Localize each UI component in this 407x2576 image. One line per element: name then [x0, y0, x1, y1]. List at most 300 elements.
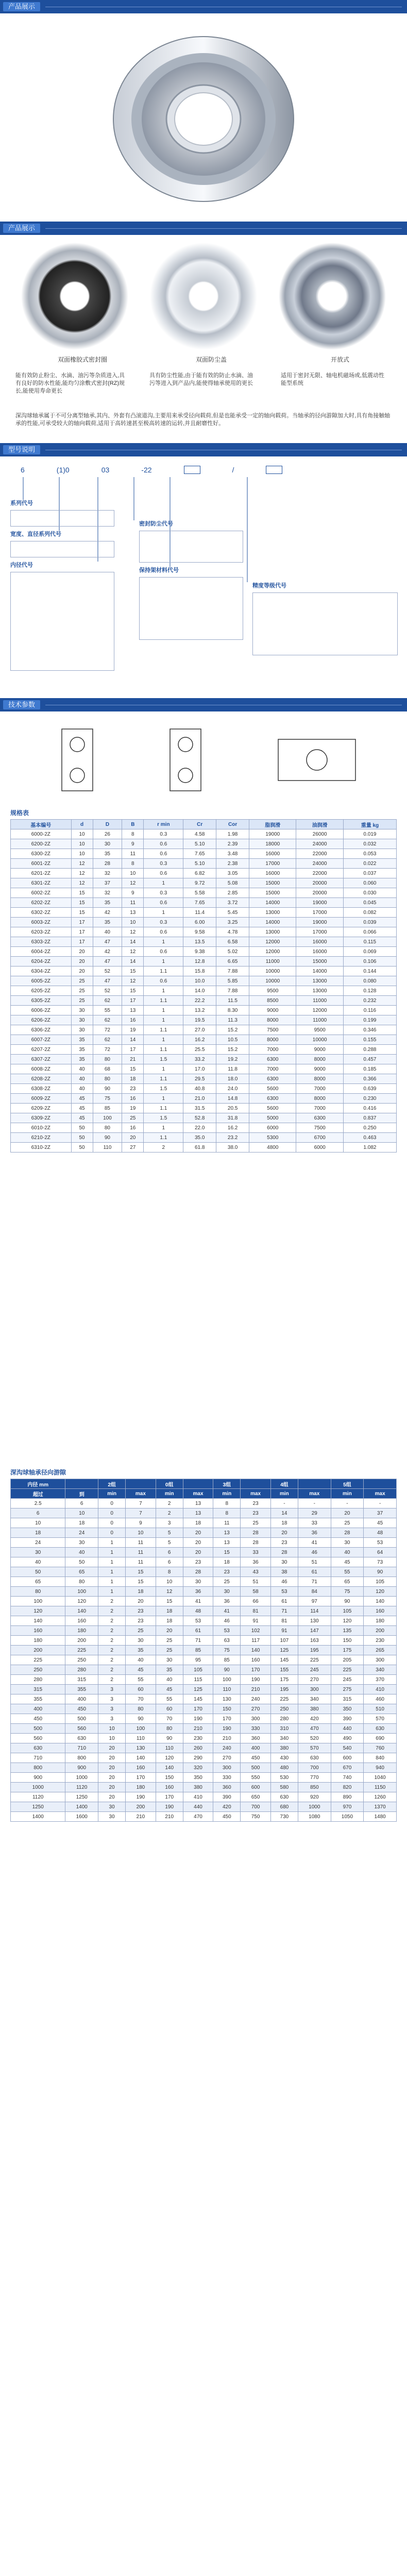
table-cell: 210 [241, 1685, 270, 1694]
table-cell: 163 [298, 1636, 331, 1646]
table-cell: 35 [93, 918, 122, 927]
table-cell: 16000 [296, 947, 343, 957]
table-cell: 3 [98, 1704, 126, 1714]
table-cell: 90 [213, 1665, 241, 1675]
table-cell: 28 [93, 859, 122, 869]
table-cell: 0.185 [343, 1064, 396, 1074]
table-cell: 37 [364, 1509, 397, 1518]
table-cell: 17 [122, 996, 144, 1006]
table-cell: 350 [331, 1704, 364, 1714]
table-cell: 21.0 [183, 1094, 216, 1104]
table-cell: 100 [11, 1597, 65, 1606]
table-cell: 340 [364, 1665, 397, 1675]
table-cell: 29.5 [183, 1074, 216, 1084]
table-cell: 15000 [296, 957, 343, 967]
table-cell: 5300 [249, 1133, 296, 1143]
table-cell: 80 [11, 1587, 65, 1597]
table-row [11, 1694, 397, 1704]
tol-header-9 [298, 1479, 331, 1489]
table-cell: 6.82 [183, 869, 216, 878]
table-cell: 800 [65, 1753, 98, 1763]
table-row [11, 1773, 397, 1783]
table-cell: 3.05 [216, 869, 249, 878]
table-cell: 120 [156, 1753, 183, 1763]
table-cell: 70 [156, 1714, 183, 1724]
table-cell: 8 [213, 1509, 241, 1518]
table-cell: 0 [98, 1518, 126, 1528]
table-cell: 40 [93, 927, 122, 937]
table-cell: 13.5 [183, 937, 216, 947]
section-header-model [0, 443, 407, 456]
table-cell: 170 [213, 1714, 241, 1724]
table-cell: 6201-2Z [11, 869, 72, 878]
intro-text: 深沟球轴承属于不可分离型轴承,其内、外套有凸滚道沟,主要用来承受径向载荷,但是也能承受一定的轴向载荷。当轴承的径向游隙加大时,具有角接触轴承的性能,可承受较大的轴向载荷,适用于高转速甚至极高转速的运转,并且耐磨性好。 [15, 413, 391, 427]
table-cell: 1 [144, 878, 183, 888]
table-cell: 650 [241, 1792, 270, 1802]
table-cell: 380 [298, 1704, 331, 1714]
table-cell: 81 [241, 1606, 270, 1616]
table-cell: 5.10 [183, 839, 216, 849]
table-cell: 600 [241, 1783, 270, 1792]
table-cell: 245 [331, 1675, 364, 1685]
table-cell: 100 [213, 1675, 241, 1685]
table-cell: 500 [65, 1714, 98, 1724]
table-cell: 16000 [249, 849, 296, 859]
table-cell: 20 [183, 1548, 213, 1557]
table-cell: 19000 [296, 898, 343, 908]
table-cell: 25 [71, 976, 93, 986]
table-cell: 9000 [296, 1064, 343, 1074]
table-cell: 46 [298, 1548, 331, 1557]
table-cell: 900 [65, 1763, 98, 1773]
table-cell: 4.78 [216, 927, 249, 937]
table-cell: 20 [183, 1528, 213, 1538]
table-cell: 14 [270, 1509, 298, 1518]
table-cell: 2 [144, 1143, 183, 1153]
table-cell: 40 [65, 1548, 98, 1557]
table-row [11, 869, 397, 878]
table-cell: 51 [241, 1577, 270, 1587]
table-cell: 0.416 [343, 1104, 396, 1113]
table-cell: 340 [298, 1694, 331, 1704]
table-cell: 61 [183, 1626, 213, 1636]
table-cell: 46 [213, 1616, 241, 1626]
code-series: 6 [21, 466, 25, 474]
table-cell: 6007-2Z [11, 1035, 72, 1045]
table-cell: 440 [331, 1724, 364, 1734]
table-cell: 9 [122, 888, 144, 898]
table-cell: 90 [126, 1714, 156, 1724]
table-cell: 15000 [249, 878, 296, 888]
table-cell: 560 [65, 1724, 98, 1734]
table-cell: 170 [126, 1773, 156, 1783]
section-header-tech [0, 698, 407, 711]
table-cell: 6 [11, 1509, 65, 1518]
divider [45, 228, 402, 229]
desc-open: 适用于密封无限、轴电机磁场或,低震动性能型系统 [281, 372, 385, 386]
table-row [11, 1035, 397, 1045]
table-cell: 10000 [249, 976, 296, 986]
table-cell: 1480 [364, 1812, 397, 1822]
table-cell: 13 [122, 1006, 144, 1015]
table-cell: 240 [213, 1743, 241, 1753]
table-cell: 18000 [249, 839, 296, 849]
table-cell: 22000 [296, 849, 343, 859]
table-cell: 6307-2Z [11, 1055, 72, 1064]
table-cell: 36 [241, 1557, 270, 1567]
table-cell: 8000 [249, 1035, 296, 1045]
table-cell: 90 [331, 1597, 364, 1606]
table-row [11, 986, 397, 996]
table-cell: 160 [156, 1783, 183, 1792]
table-cell: 6000-2Z [11, 829, 72, 839]
table-cell: 210 [156, 1812, 183, 1822]
table-cell: 710 [11, 1753, 65, 1763]
table-cell: 570 [298, 1743, 331, 1753]
table-cell: 580 [270, 1783, 298, 1792]
table-cell: 53 [364, 1538, 397, 1548]
table-cell: 30 [98, 1812, 126, 1822]
table-cell: 20 [98, 1753, 126, 1763]
table-row [11, 1055, 397, 1064]
table-cell: 10.0 [183, 976, 216, 986]
table-cell: 65 [65, 1567, 98, 1577]
table-cell: 24 [11, 1538, 65, 1548]
table-cell: 17 [71, 927, 93, 937]
table-cell: 0.346 [343, 1025, 396, 1035]
table-cell: 6202-2Z [11, 898, 72, 908]
table-cell: 130 [298, 1616, 331, 1626]
table-cell: 20 [122, 1133, 144, 1143]
table-cell: 13 [122, 908, 144, 918]
table-row [11, 1006, 397, 1015]
table-cell: 0.230 [343, 1094, 396, 1104]
table-cell: 15 [122, 1064, 144, 1074]
table-cell: 40.8 [183, 1084, 216, 1094]
table-cell: 120 [11, 1606, 65, 1616]
table-cell: 25.5 [183, 1045, 216, 1055]
table-cell: 1 [98, 1587, 126, 1597]
table-cell: 135 [331, 1626, 364, 1636]
table-cell: 6009-2Z [11, 1094, 72, 1104]
table-cell: 71 [183, 1636, 213, 1646]
caption-dust-cover: 双面防尘盖 [195, 356, 227, 363]
table-cell: 63 [213, 1636, 241, 1646]
table-cell: 1 [98, 1548, 126, 1557]
table-cell: 0.232 [343, 996, 396, 1006]
table-cell: 2 [98, 1646, 126, 1655]
table-cell: 12 [122, 976, 144, 986]
table-cell: 6010-2Z [11, 1123, 72, 1133]
table-cell: 1150 [364, 1783, 397, 1792]
table-cell: 2 [156, 1509, 183, 1518]
table-cell: 1 [144, 986, 183, 996]
table-cell: 210 [213, 1734, 241, 1743]
table-cell: 60 [156, 1704, 183, 1714]
table-cell: 18 [156, 1606, 183, 1616]
table-cell: 1250 [11, 1802, 65, 1812]
table-cell: 10 [98, 1734, 126, 1743]
table-cell: 30 [65, 1538, 98, 1548]
table-cell: 105 [364, 1577, 397, 1587]
tol-subheader-0: 超过 [11, 1489, 65, 1499]
table-row [11, 1094, 397, 1104]
table-cell: 102 [241, 1626, 270, 1636]
table-cell: 35 [93, 898, 122, 908]
table-cell: 26 [93, 829, 122, 839]
table-cell: 28 [241, 1538, 270, 1548]
table-cell: 6208-2Z [11, 1074, 72, 1084]
table-cell: 15 [213, 1548, 241, 1557]
table-cell: 20 [71, 957, 93, 967]
table-cell: 7000 [296, 1084, 343, 1094]
table-cell: 1370 [364, 1802, 397, 1812]
table-row [11, 1626, 397, 1636]
table-cell: 450 [241, 1753, 270, 1763]
table-cell: 80 [126, 1704, 156, 1714]
table-cell: 6000 [296, 1143, 343, 1153]
table-row [11, 1743, 397, 1753]
table-cell: 0.053 [343, 849, 396, 859]
table-cell: 20 [98, 1783, 126, 1792]
table-cell: 5600 [249, 1084, 296, 1094]
table-row [11, 1616, 397, 1626]
table-cell: 27 [122, 1143, 144, 1153]
table-cell: 14 [122, 1035, 144, 1045]
table-cell: 11000 [296, 1015, 343, 1025]
table-cell: 25 [156, 1636, 183, 1646]
table-cell: 7.88 [216, 967, 249, 976]
table-cell: 530 [270, 1773, 298, 1783]
table-cell: 11.4 [183, 908, 216, 918]
table-cell: 10 [126, 1528, 156, 1538]
table-cell: 25 [122, 1113, 144, 1123]
table-cell: 47 [93, 937, 122, 947]
table-cell: 80 [156, 1724, 183, 1734]
table-cell: 28 [270, 1548, 298, 1557]
table-cell: 61 [298, 1567, 331, 1577]
table-cell: 730 [270, 1812, 298, 1822]
table-cell: 7500 [249, 1025, 296, 1035]
table-cell: 35 [156, 1665, 183, 1675]
table-cell: 42 [93, 908, 122, 918]
table-cell: 9500 [249, 986, 296, 996]
table-cell: 1.98 [216, 829, 249, 839]
table-cell: 0.060 [343, 878, 396, 888]
table-cell: 1250 [65, 1792, 98, 1802]
label-cage: 保持架材料代号 [139, 567, 179, 573]
table-cell: 17000 [296, 908, 343, 918]
table-cell: 12 [122, 947, 144, 957]
table-cell: 18 [122, 1074, 144, 1084]
table-cell: 15 [122, 967, 144, 976]
open-bearing-photo [278, 242, 386, 350]
table-cell: 48 [183, 1606, 213, 1616]
table-cell: 6008-2Z [11, 1064, 72, 1074]
table-cell: 12 [71, 878, 93, 888]
table-cell: 47 [93, 976, 122, 986]
table-cell: 20 [98, 1743, 126, 1753]
table-cell: 25 [71, 996, 93, 1006]
table-row [11, 829, 397, 839]
table-row [11, 1753, 397, 1763]
table-cell: 380 [270, 1743, 298, 1753]
table-cell: 65 [11, 1577, 65, 1587]
table-cell: 90 [156, 1734, 183, 1743]
table-cell: 13000 [249, 908, 296, 918]
table-cell: 340 [270, 1734, 298, 1743]
table-cell: 14.0 [183, 986, 216, 996]
table-row [11, 1675, 397, 1685]
table-cell: 300 [213, 1763, 241, 1773]
table-cell: 23 [126, 1606, 156, 1616]
table-cell: 15 [71, 908, 93, 918]
table-cell: 195 [270, 1685, 298, 1694]
table-cell: 420 [298, 1714, 331, 1724]
tol-header-4: 0组 [156, 1479, 183, 1489]
table-cell: 2 [98, 1675, 126, 1685]
table-cell: 18 [270, 1518, 298, 1528]
bearing-cross-section [0, 714, 407, 806]
table-cell: 400 [11, 1704, 65, 1714]
table-cell: 770 [298, 1773, 331, 1783]
table-cell: 6300 [249, 1074, 296, 1084]
table-cell: 23 [241, 1509, 270, 1518]
table-cell: 320 [183, 1763, 213, 1773]
table-row [11, 859, 397, 869]
table-cell: 28 [331, 1528, 364, 1538]
table-cell: 125 [183, 1685, 213, 1694]
table-cell: - [270, 1499, 298, 1509]
table-cell: 40 [71, 1064, 93, 1074]
table-cell: 280 [65, 1665, 98, 1675]
table-cell: 10 [122, 869, 144, 878]
table-row [11, 1143, 397, 1153]
spec-header-8: 油润滑 [296, 820, 343, 829]
table-cell: 0.457 [343, 1055, 396, 1064]
table-cell: 160 [11, 1626, 65, 1636]
table-cell: 23 [241, 1499, 270, 1509]
table-cell: 390 [213, 1792, 241, 1802]
table-cell: 7000 [249, 1045, 296, 1055]
table-cell: 5.85 [216, 976, 249, 986]
table-cell: 72 [93, 1045, 122, 1055]
table-cell: 5.58 [183, 888, 216, 898]
table-cell: 6300 [249, 1055, 296, 1064]
table-cell: 0.115 [343, 937, 396, 947]
table-row [11, 1655, 397, 1665]
table-cell: 1 [98, 1567, 126, 1577]
table-cell: 5.45 [216, 908, 249, 918]
table-cell: 10000 [249, 967, 296, 976]
table-cell: 20 [98, 1792, 126, 1802]
table-cell: 40 [331, 1548, 364, 1557]
table-cell: 2 [98, 1636, 126, 1646]
table-cell: 6.58 [216, 937, 249, 947]
table-cell: 17000 [296, 927, 343, 937]
table-cell: 16 [122, 1123, 144, 1133]
table-cell: 190 [183, 1714, 213, 1724]
section-header-product-types [0, 222, 407, 235]
table-cell: 330 [241, 1724, 270, 1734]
table-cell: 280 [11, 1675, 65, 1685]
table-cell: 180 [126, 1783, 156, 1792]
table-cell: 6004-2Z [11, 947, 72, 957]
code-slash: / [232, 466, 234, 474]
table-cell: 175 [331, 1646, 364, 1655]
table-cell: 750 [241, 1812, 270, 1822]
table-cell: 100 [126, 1724, 156, 1734]
table-cell: 0.3 [144, 918, 183, 927]
table-cell: 12 [71, 869, 93, 878]
table-cell: 3.72 [216, 898, 249, 908]
table-cell: 200 [11, 1646, 65, 1655]
table-cell: 1 [144, 1094, 183, 1104]
table-cell: 410 [183, 1792, 213, 1802]
table-cell: 0.039 [343, 918, 396, 927]
table-row [11, 996, 397, 1006]
table-cell: 22.0 [183, 1123, 216, 1133]
table-cell: 670 [331, 1763, 364, 1773]
table-cell: 18 [11, 1528, 65, 1538]
table-cell: 7 [126, 1509, 156, 1518]
table-cell: 12 [122, 927, 144, 937]
table-cell: 10 [71, 849, 93, 859]
table-cell: 100 [93, 1113, 122, 1123]
table-cell: 690 [364, 1734, 397, 1743]
table-cell: 91 [270, 1626, 298, 1636]
table-cell: 140 [65, 1606, 98, 1616]
table-cell: 45 [71, 1113, 93, 1123]
table-cell: 50 [71, 1123, 93, 1133]
table-cell: 28 [183, 1567, 213, 1577]
table-cell: 17 [71, 918, 93, 927]
table-cell: 23 [126, 1616, 156, 1626]
table-cell: 27.0 [183, 1025, 216, 1035]
table-cell: 1 [144, 937, 183, 947]
table-cell: 14 [122, 957, 144, 967]
table-cell: 68 [93, 1064, 122, 1074]
rubber-seal-bearing-photo [21, 242, 129, 350]
table-cell: 11 [122, 898, 144, 908]
table-cell: 13.2 [183, 1006, 216, 1015]
table-cell: 9.38 [183, 947, 216, 957]
table-cell: 13 [183, 1499, 213, 1509]
table-cell: 6300-2Z [11, 849, 72, 859]
spec-header-6: Cor [216, 820, 249, 829]
table-cell: 35.0 [183, 1133, 216, 1143]
table-row [11, 927, 397, 937]
width-table [10, 541, 114, 557]
table-cell: 350 [183, 1773, 213, 1783]
table-cell: 6204-2Z [11, 957, 72, 967]
table-row [11, 888, 397, 898]
table-cell: 1.5 [144, 1055, 183, 1064]
table-cell: 55 [93, 1006, 122, 1015]
table-cell: 1600 [65, 1812, 98, 1822]
table-row [11, 1783, 397, 1792]
label-bore: 内径代号 [10, 562, 33, 568]
table-cell: 2.39 [216, 839, 249, 849]
table-cell: 16000 [249, 869, 296, 878]
table-cell: 105 [183, 1665, 213, 1675]
tol-subheader-4: min [156, 1489, 183, 1499]
table-cell: 15 [126, 1567, 156, 1577]
table-row [11, 937, 397, 947]
table-cell: 2 [98, 1616, 126, 1626]
table-cell: 300 [298, 1685, 331, 1694]
label-accuracy: 精度等级代号 [252, 583, 286, 589]
